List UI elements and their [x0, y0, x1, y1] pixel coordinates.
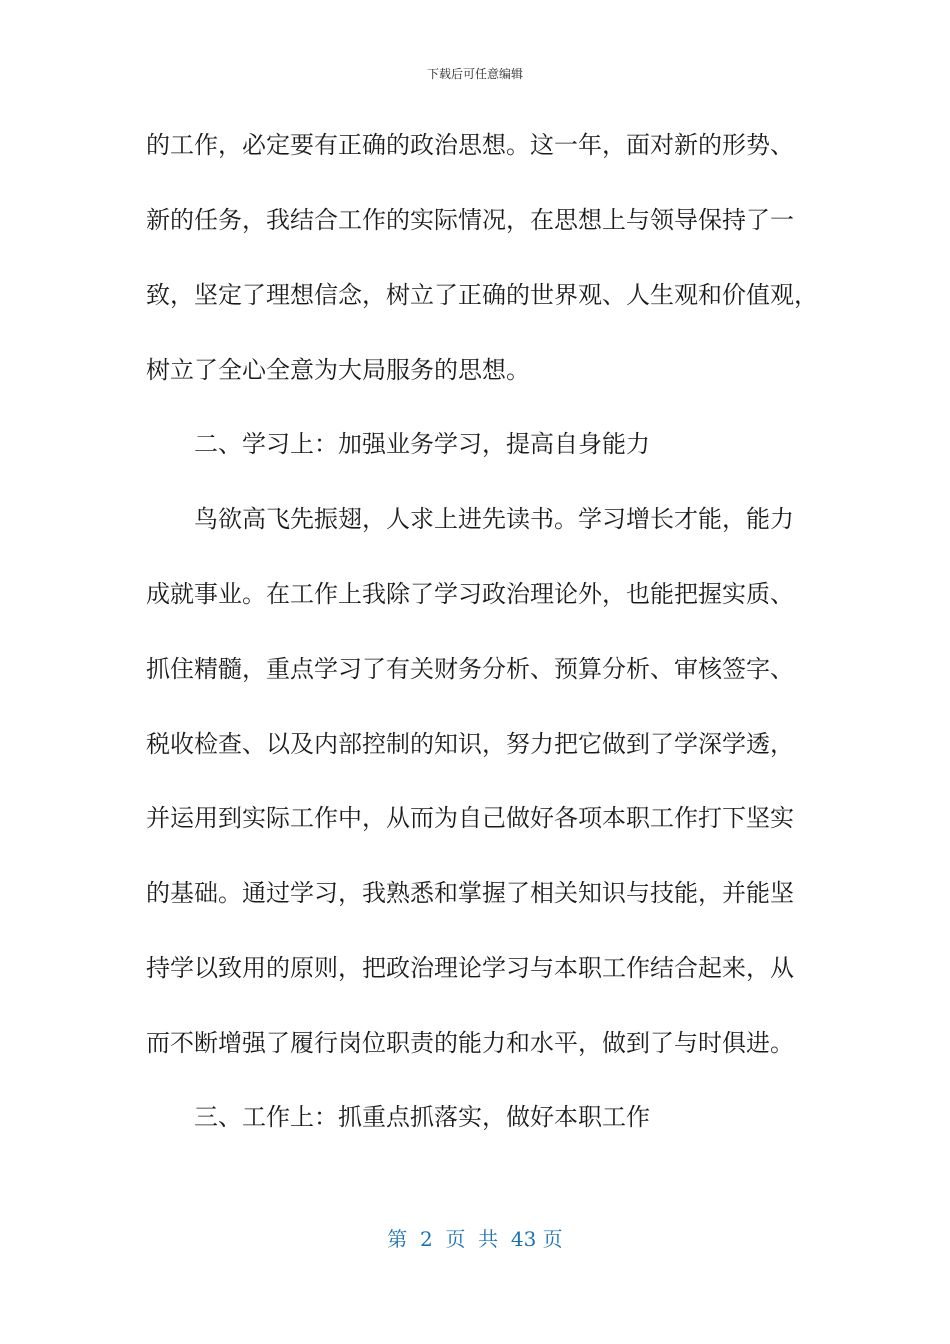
paragraph-line: 抓住精髓，重点学习了有关财务分析、预算分析、审核签字、 — [146, 655, 794, 683]
paragraph-line: 树立了全心全意为大局服务的思想。 — [146, 356, 530, 384]
paragraph-line: 成就事业。在工作上我除了学习政治理论外，也能把握实质、 — [146, 580, 794, 608]
paragraph-line: 税收检查、以及内部控制的知识，努力把它做到了学深学透， — [146, 730, 794, 758]
paragraph-line: 鸟欲高飞先振翅，人求上进先读书。学习增长才能，能力 — [194, 505, 794, 533]
page-header: 下载后可任意编辑 — [426, 67, 523, 81]
paragraph-line: 而不断增强了履行岗位职责的能力和水平，做到了与时俱进。 — [146, 1029, 794, 1057]
page-footer: 第 2 页 共 43 页 — [387, 1227, 563, 1251]
paragraph-line: 持学以致用的原则，把政治理论学习与本职工作结合起来，从 — [146, 954, 794, 982]
section-heading: 二、学习上：加强业务学习，提高自身能力 — [194, 430, 650, 458]
paragraph-line: 的基础。通过学习，我熟悉和掌握了相关知识与技能，并能坚 — [146, 879, 794, 907]
paragraph-line: 新的任务，我结合工作的实际情况，在思想上与领导保持了一 — [146, 206, 794, 234]
section-heading: 三、工作上：抓重点抓落实，做好本职工作 — [194, 1103, 650, 1131]
paragraph-line: 致，坚定了理想信念，树立了正确的世界观、人生观和价值观， — [146, 281, 818, 309]
paragraph-line: 的工作，必定要有正确的政治思想。这一年，面对新的形势、 — [146, 131, 794, 159]
paragraph-line: 并运用到实际工作中，从而为自己做好各项本职工作打下坚实 — [146, 804, 794, 832]
